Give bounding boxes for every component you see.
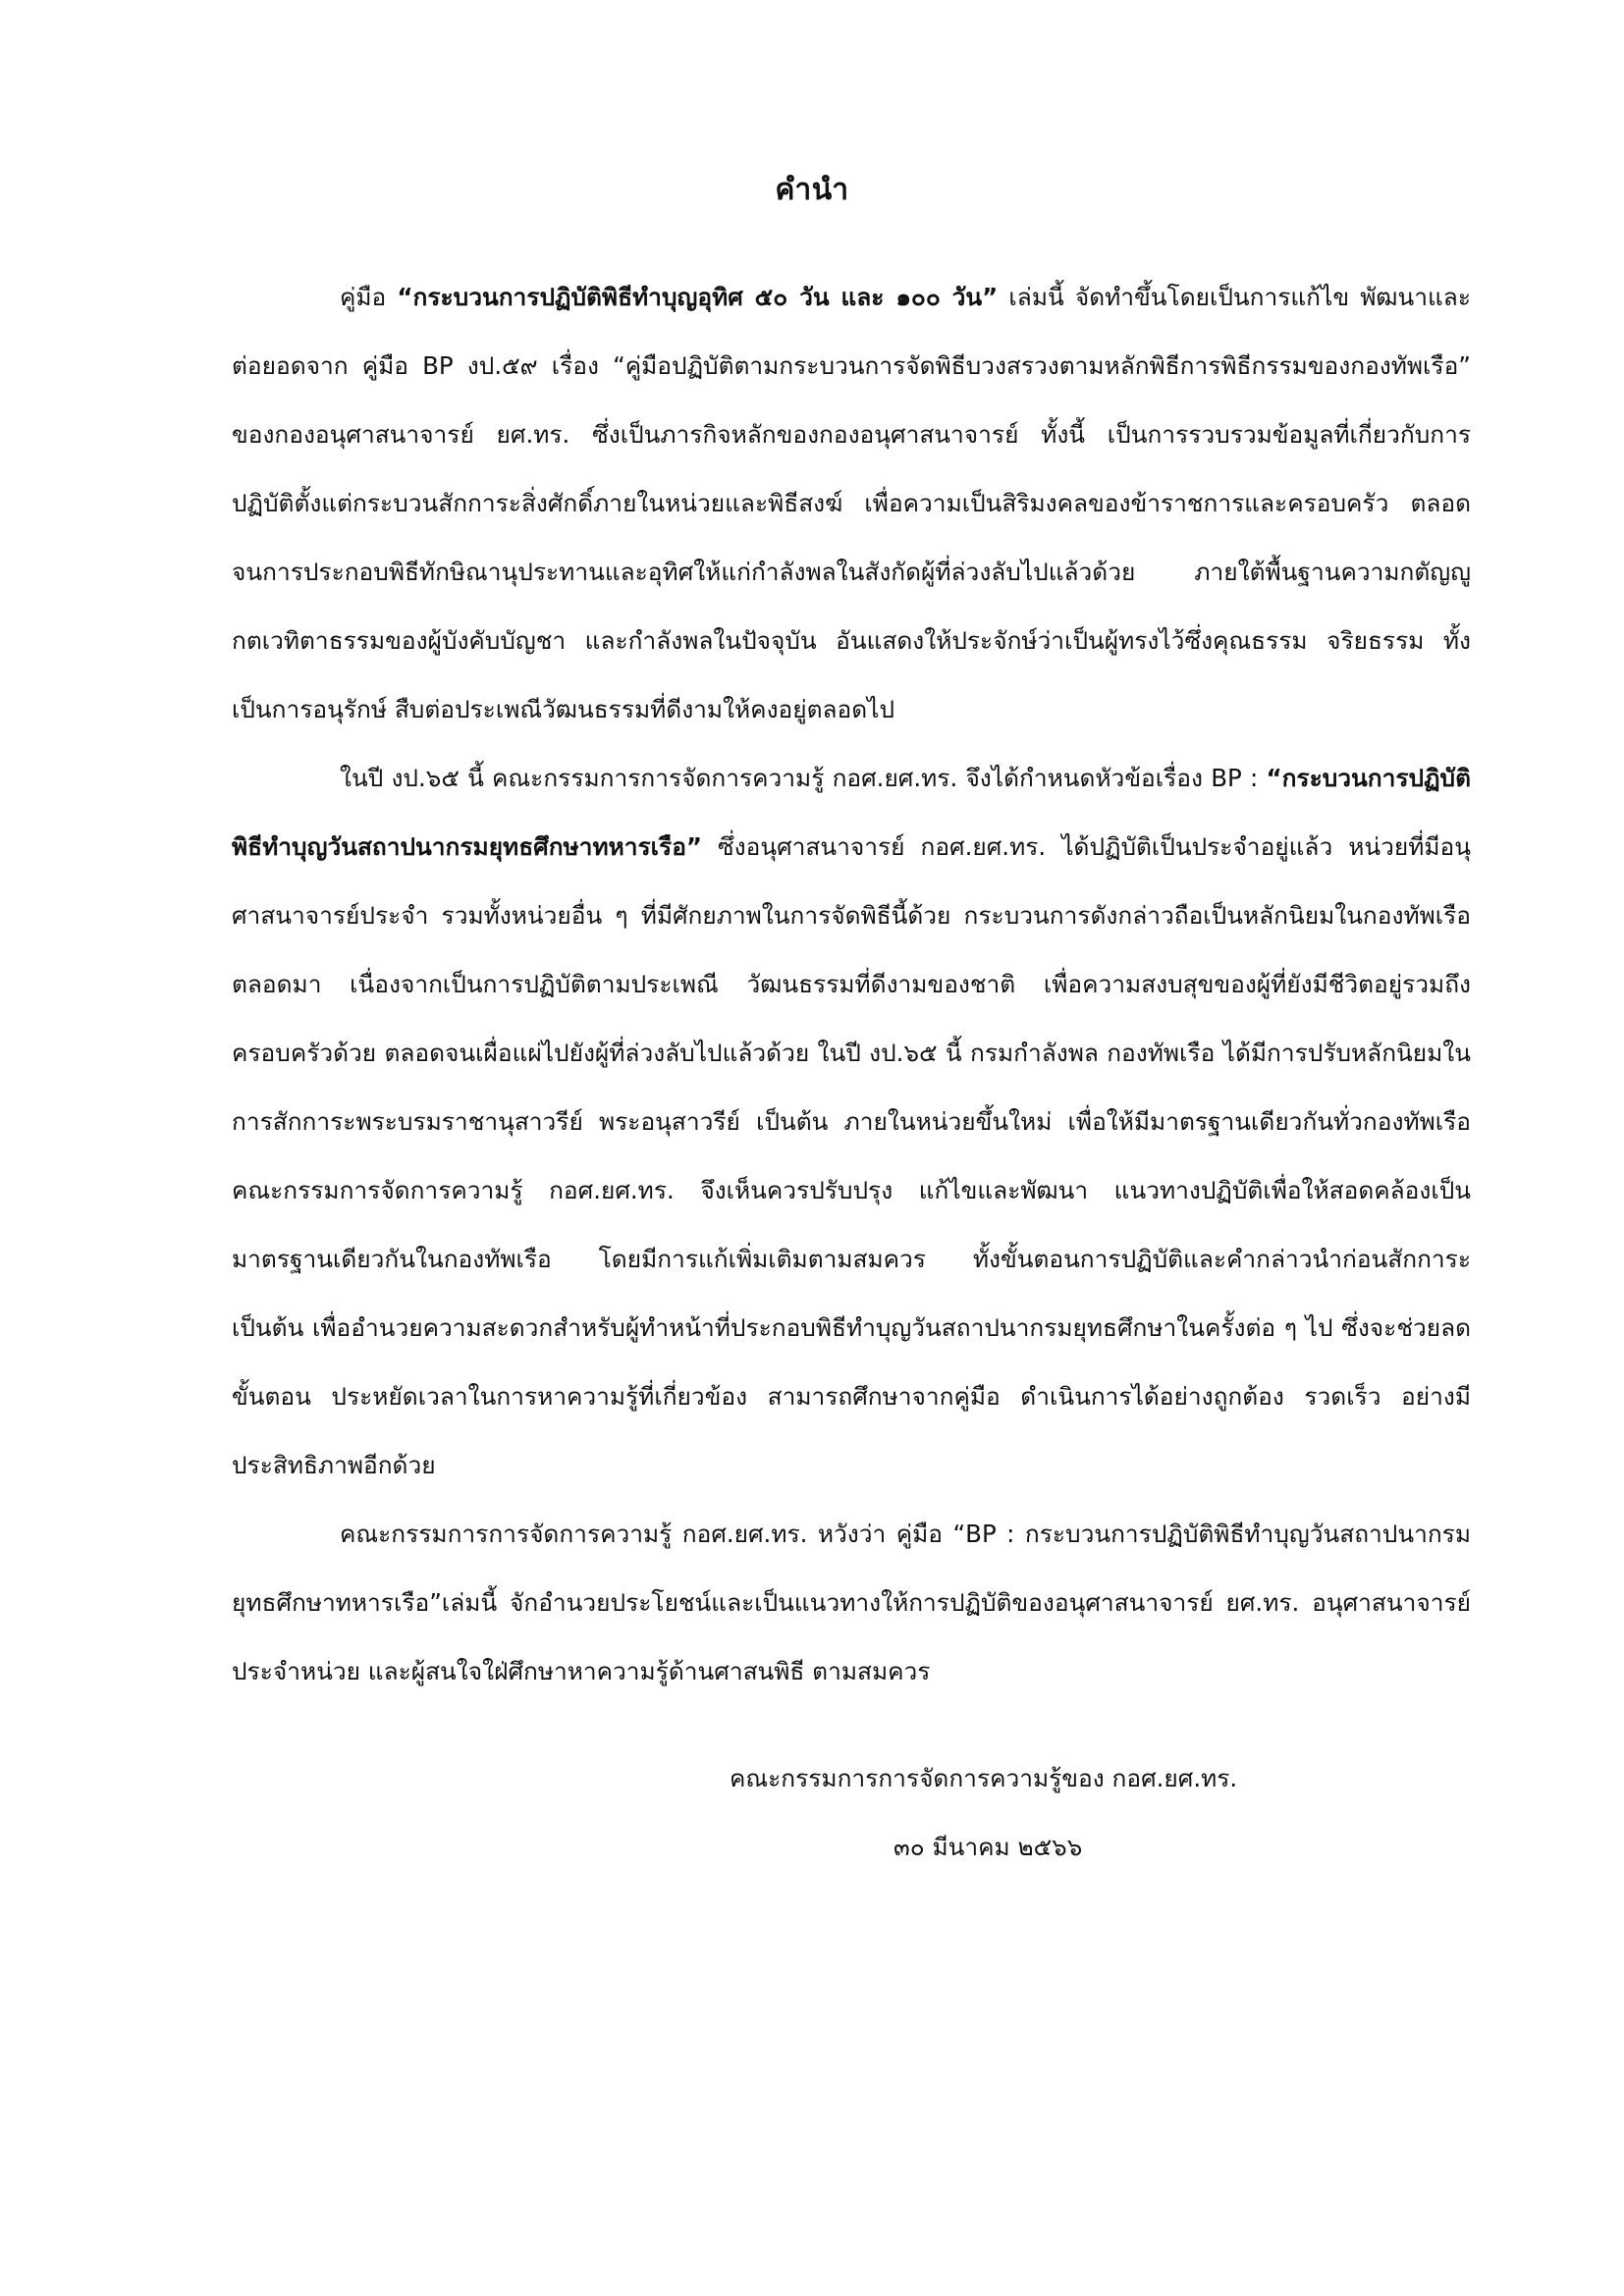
paragraph-2-lead: ในปี งป.๖๕ นี้ คณะกรรมการการจัดการความรู้ กอศ.ยศ.ทร. จึงได้กำหนดหัวข้อเรื่อง BP : [340,764,1267,792]
signature-date: ๓๐ มีนาคม ๒๕๖๖ [893,1833,1083,1861]
paragraph-1-lead: คู่มือ [340,283,398,311]
page-title: คำนำ [775,173,849,207]
paragraph-2 [232,744,1471,1500]
paragraph-3: คณะกรรมการการจัดการความรู้ กอศ.ยศ.ทร. หวังว่า คู่มือ “BP : กระบวนการปฏิบัติพิธีทำบุญวันสถาปนากรมยุทธศึกษาทหารเรือ”เล่มนี้ จักอำนวยประโยชน์และเป็นแนวทางให้การปฏิบัติของอนุศาสนาจารย์ ยศ.ทร. อนุศาสนาจารย์ประจำหน่วย และผู้สนใจใฝ่ศึกษาหาความรู้ด้านศาสนพิธี ตามสมควร [232,1520,1471,1685]
paragraph-2-topic-title: “กระบวนการปฏิบัติพิธีทำบุญวันสถาปนากรมยุทธศึกษาทหารเรือ” [232,764,1471,861]
paragraph-1-manual-title: “กระบวนการปฏิบัติพิธีทำบุญอุทิศ ๕๐ วัน และ ๑๐๐ วัน” [397,283,999,311]
paragraph-1-text: เล่มนี้ จัดทำขึ้นโดยเป็นการแก้ไข พัฒนาและต่อยอดจาก คู่มือ BP งป.๕๙ เรื่อง “คู่มือปฏิบัติตามกระบวนการจัดพิธีบวงสรวงตามหลักพิธีการพิธีกรรมของกองทัพเรือ” ของกองอนุศาสนาจารย์ ยศ.ทร. ซึ่งเป็นภารกิจหลักของกองอนุศาสนาจารย์ ทั้งนี้ เป็นการรวบรวมข้อมูลที่เกี่ยวกับการปฏิบัติตั้งแต่กระบวนสักการะสิ่งศักดิ์ภายในหน่วยและพิธีสงฆ์ เพื่อความเป็นสิริมงคลของข้าราชการและครอบครัว ตลอดจนการประกอบพิธีทักษิณานุประทานและอุทิศให้แก่กำลังพลในสังกัดผู้ที่ล่วงลับไปแล้วด้วย ภายใต้พื้นฐานความกตัญญูกตเวทิตาธรรมของผู้บังคับบัญชา และกำลังพลในปัจจุบัน อันแสดงให้ประจักษ์ว่าเป็นผู้ทรงไว้ซึ่งคุณธรรม จริยธรรม ทั้งเป็นการอนุรักษ์ สืบต่อประเพณีวัฒนธรรมที่ดีงามให้คงอยู่ตลอดไป [232,283,1471,723]
paragraph-2-text: ซึ่งอนุศาสนาจารย์ กอศ.ยศ.ทร. ได้ปฏิบัติเป็นประจำอยู่แล้ว หน่วยที่มีอนุศาสนาจารย์ประจำ รวมทั้งหน่วยอื่น ๆ ที่มีศักยภาพในการจัดพิธีนี้ด้วย กระบวนการดังกล่าวถือเป็นหลักนิยมในกองทัพเรือตลอดมา เนื่องจากเป็นการปฏิบัติตามประเพณี วัฒนธรรมที่ดีงามของชาติ เพื่อความสงบสุขของผู้ที่ยังมีชีวิตอยู่รวมถึงครอบครัวด้วย ตลอดจนเผื่อแผ่ไปยังผู้ที่ล่วงลับไปแล้วด้วย ในปี งป.๖๕ นี้ กรมกำลังพล กองทัพเรือ ได้มีการปรับหลักนิยมในการสักการะพระบรมราชานุสาวรีย์ พระอนุสาวรีย์ เป็นต้น ภายในหน่วยขึ้นใหม่ เพื่อให้มีมาตรฐานเดียวกันทั่วกองทัพเรือ คณะกรรมการจัดการความรู้ กอศ.ยศ.ทร. จึงเห็นควรปรับปรุง แก้ไขและพัฒนา แนวทางปฏิบัติเพื่อให้สอดคล้องเป็นมาตรฐานเดียวกันในกองทัพเรือ โดยมีการแก้เพิ่มเติมตามสมควร ทั้งขั้นตอนการปฏิบัติและคำกล่าวนำก่อนสักการะ เป็นต้น เพื่ออำนวยความสะดวกสำหรับผู้ทำหน้าที่ประกอบพิธีทำบุญวันสถาปนากรมยุทธศึกษาในครั้งต่อ ๆ ไป ซึ่งจะช่วยลดขั้นตอน ประหยัดเวลาในการหาความรู้ที่เกี่ยวข้อง สามารถศึกษาจากคู่มือ ดำเนินการได้อย่างถูกต้อง รวดเร็ว อย่างมีประสิทธิภาพอีกด้วย [232,832,1472,1479]
document-body [232,263,1471,1706]
signature-committee: คณะกรรมการการจัดการความรู้ของ กอศ.ยศ.ทร. [730,1764,1238,1792]
paragraph-1 [232,263,1471,744]
